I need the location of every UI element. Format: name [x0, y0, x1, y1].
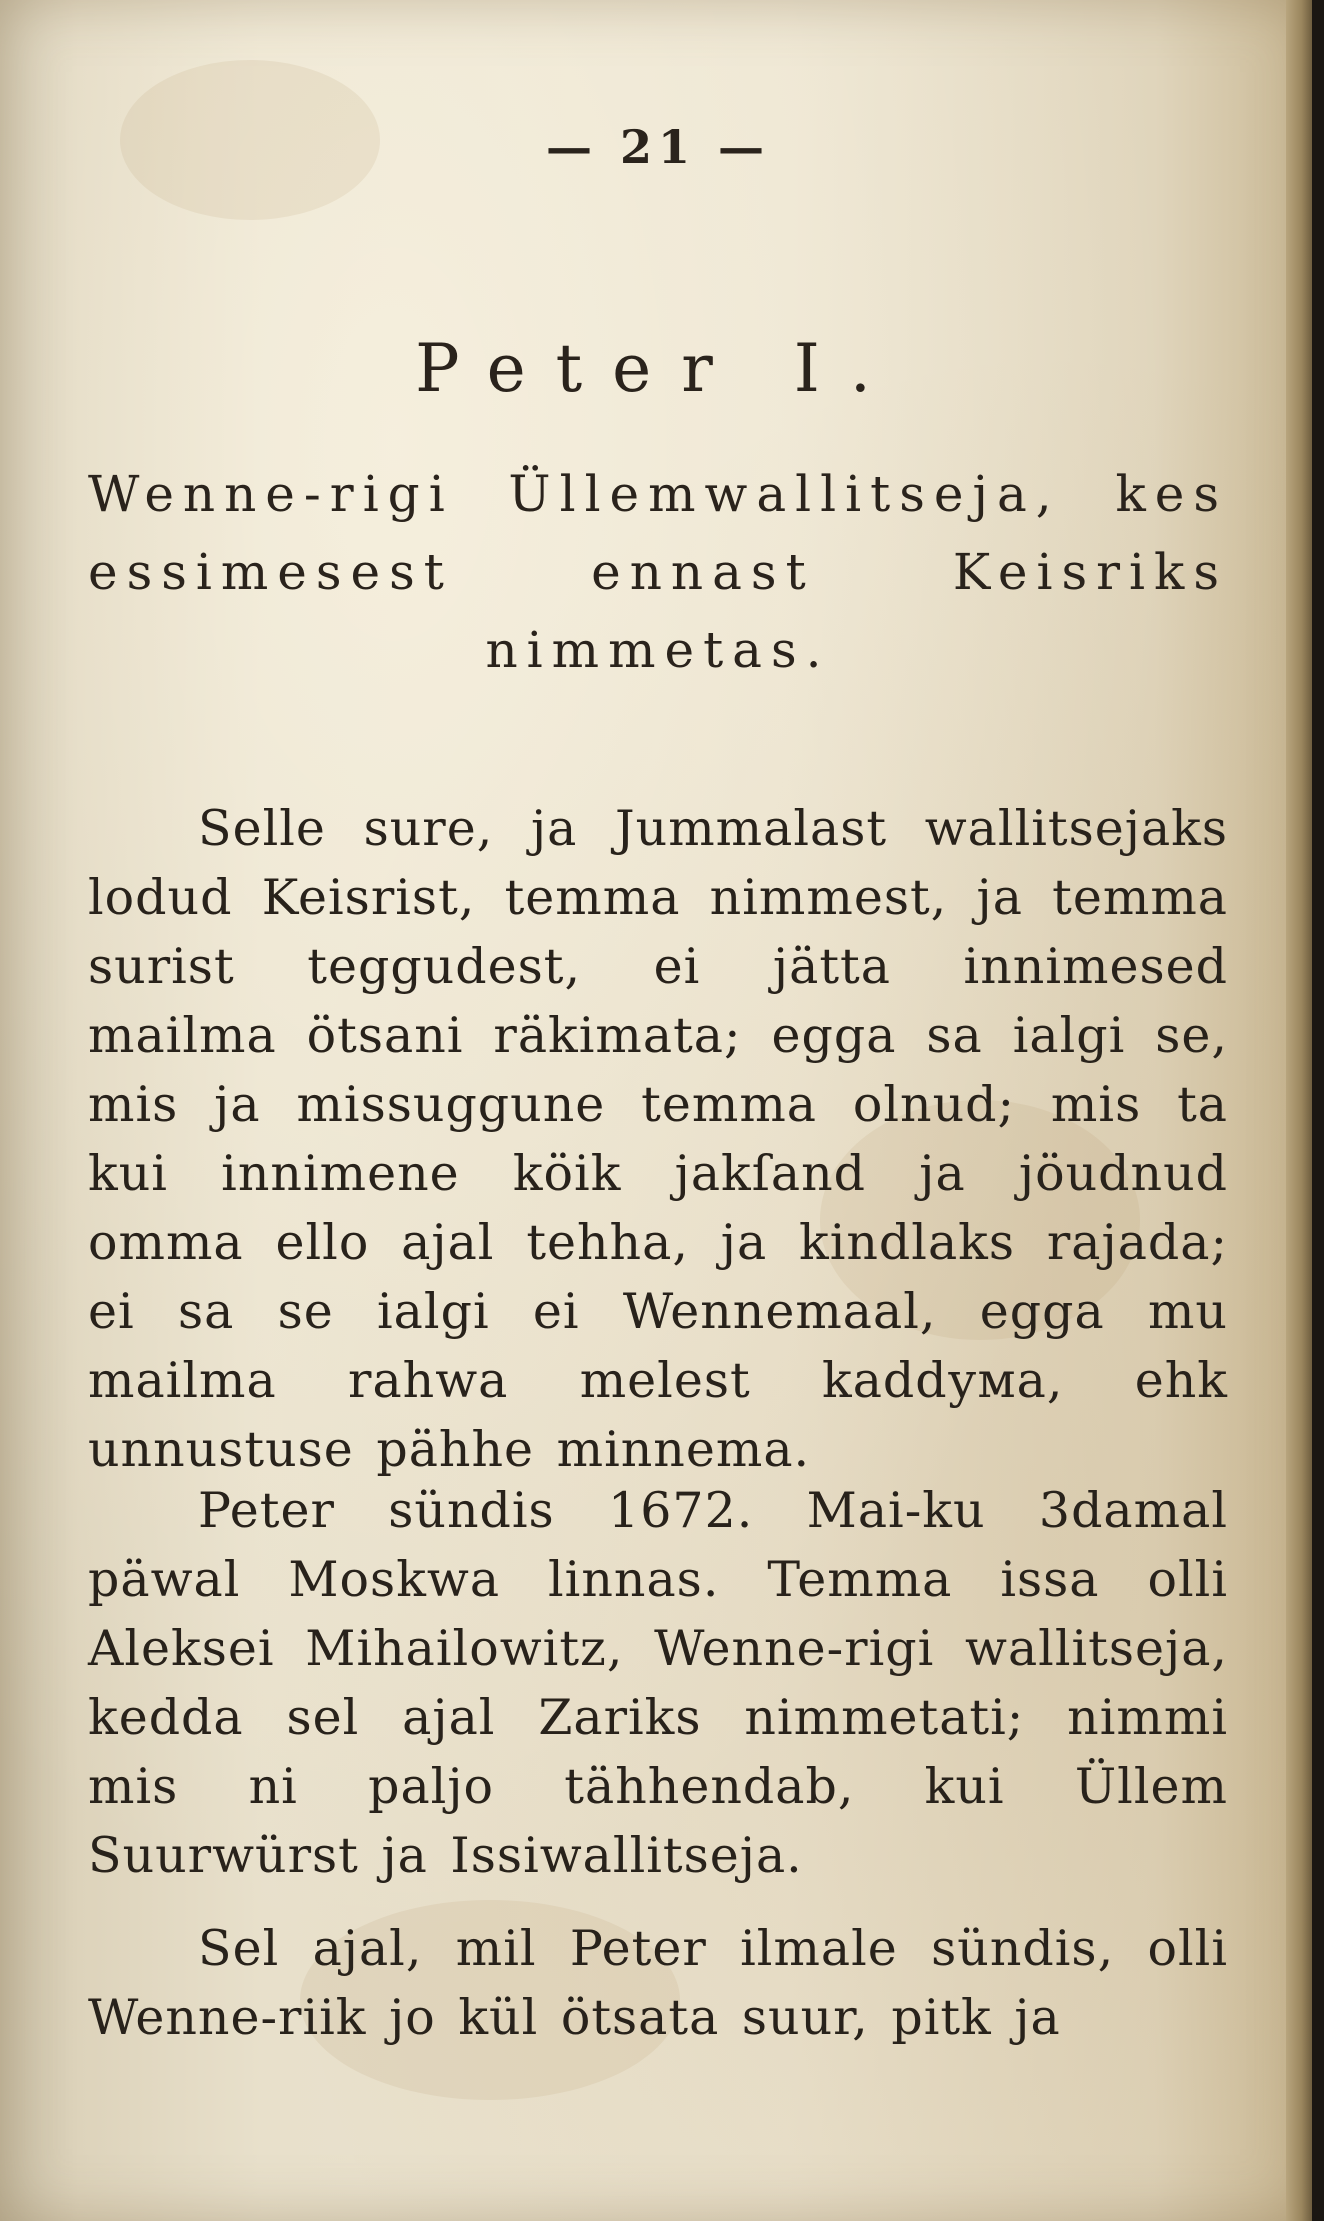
paragraph-2: Peter sündis 1672. Mai-ku 3damal päwal Moskwa linnas. Temma issa olli Aleksei Mihailowitz, Wenne-rigi wallitseja, kedda sel ajal Zariks nimmetati; nimmi mis ni paljo tähhendab, kui Üllem Suurwürst ja Issiwallitseja. — [88, 1482, 1228, 1884]
page-number: — 21 — — [545, 120, 771, 174]
paragraph-1: Selle sure, ja Jummalast wallitsejaks lodud Keisrist, temma nimmest, ja temma surist teggudest, ei jätta innimesed mailma ötsani räkimata; egga sa ialgi se, mis ja missuggune temma olnud; mis ta kui innimene köik jakſand ja jöudnud omma ello ajal tehha, ja kindlaks rajada; ei sa se ialgi ei Wennemaal, egga mu mailma rahwa melest kaddума, ehk unnustuse pähhe minnema. — [88, 800, 1228, 1478]
page-edge — [1286, 0, 1312, 2221]
paragraph-3: Sel ajal, mil Peter ilmale sündis, olli Wenne-riik jo kül ötsata suur, pitk ja — [88, 1920, 1228, 2046]
chapter-subtitle: Wenne-rigi Üllemwallitseja, kes essimesest ennast Keisriks nimmetas. — [88, 465, 1228, 679]
chapter-title: Peter I. — [415, 330, 901, 407]
